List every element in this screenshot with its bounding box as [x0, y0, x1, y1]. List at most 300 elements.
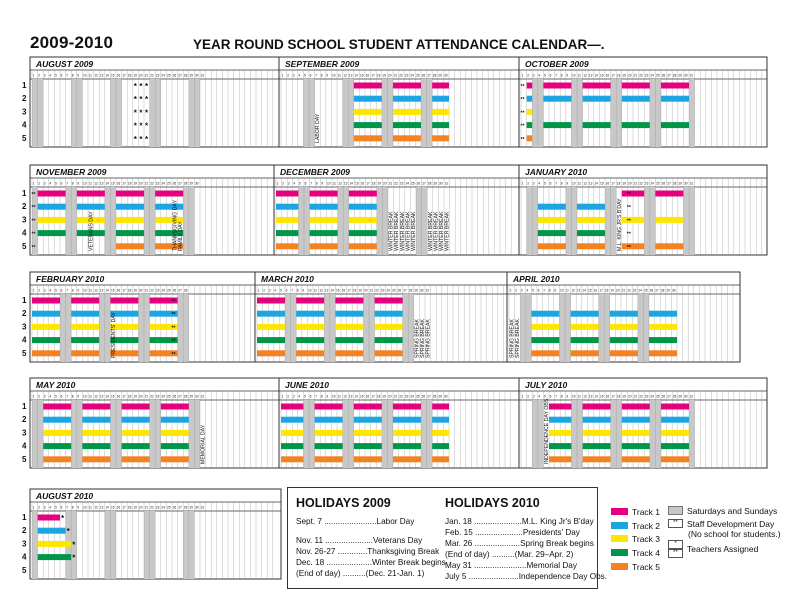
day-number: 13	[99, 394, 104, 399]
day-number: 4	[298, 73, 301, 78]
day-number: 17	[611, 181, 615, 186]
day-number: 11	[337, 394, 341, 399]
day-number: 24	[410, 394, 414, 399]
day-number: 29	[438, 73, 442, 78]
track-bar	[531, 311, 559, 317]
track-bar	[310, 230, 338, 236]
day-number: 2	[287, 73, 289, 78]
track-bar	[296, 311, 324, 317]
day-number: 31	[200, 73, 205, 78]
day-number: 30	[684, 394, 688, 399]
day-number: 20	[388, 73, 392, 78]
day-number: 21	[144, 288, 149, 293]
day-number: 6	[309, 73, 312, 78]
day-number: 7	[315, 394, 317, 399]
track-bar	[354, 135, 382, 141]
track-bar	[622, 217, 644, 223]
track-bar	[393, 135, 421, 141]
day-number: 26	[416, 181, 421, 186]
track-bar	[161, 430, 189, 436]
day-number: 25	[656, 394, 660, 399]
track-bar	[310, 191, 338, 197]
calendar-title: YEAR ROUND SCHOOL STUDENT ATTENDANCE CALENDAR—.	[193, 37, 605, 52]
day-number: 8	[320, 394, 323, 399]
day-number: 21	[393, 73, 398, 78]
day-number: 9	[321, 181, 324, 186]
teacher-star: *	[133, 134, 137, 144]
track-bar	[116, 230, 144, 236]
day-number: 27	[667, 394, 671, 399]
staff-dev-mark: **	[31, 231, 36, 238]
day-number: 7	[66, 288, 68, 293]
track-bar	[335, 350, 363, 356]
track-number: 3	[22, 107, 27, 117]
teacher-star: *	[145, 108, 149, 118]
track-number: 1	[22, 296, 27, 305]
day-number: 7	[315, 73, 317, 78]
day-number: 29	[678, 181, 682, 186]
track-bar	[622, 191, 644, 197]
weekend-column	[571, 400, 577, 468]
track-bar	[296, 298, 324, 304]
holiday-name: Thanksgiving Break	[367, 547, 440, 556]
day-number: 4	[274, 288, 277, 293]
day-number: 2	[282, 181, 284, 186]
legend-staff-dev: Staff Development Day	[687, 519, 775, 529]
day-number: 19	[622, 181, 626, 186]
day-number: 3	[287, 181, 290, 186]
day-number: 22	[399, 394, 403, 399]
day-number: 5	[304, 73, 306, 78]
spring-break-label: SPRING BREAK	[509, 319, 516, 358]
track-bar	[281, 430, 303, 436]
day-number: 27	[178, 394, 182, 399]
track-bar	[38, 541, 72, 547]
day-number: 15	[111, 505, 115, 510]
day-number: 6	[60, 73, 63, 78]
staff-dev-mark: **	[626, 244, 631, 251]
day-number: 25	[167, 505, 171, 510]
day-number: 7	[66, 505, 68, 510]
day-number: 28	[672, 394, 677, 399]
weekend-column	[38, 79, 44, 147]
day-number: 14	[105, 394, 109, 399]
track-bar	[315, 430, 343, 436]
track-bar	[38, 515, 60, 521]
teacher-star: *	[139, 95, 143, 105]
weekend-column	[538, 79, 544, 147]
weekend-column	[427, 79, 433, 147]
day-number: 22	[394, 181, 398, 186]
day-number: 13	[588, 73, 593, 78]
holiday-date: Feb. 15 .....................	[445, 528, 523, 537]
track-number: 5	[22, 348, 27, 358]
day-number: 31	[200, 394, 205, 399]
weekend-column	[422, 187, 428, 255]
day-number: 22	[639, 73, 643, 78]
day-number: 2	[527, 73, 529, 78]
day-number: 15	[600, 73, 604, 78]
weekend-column	[343, 79, 349, 147]
track-bar	[32, 311, 60, 317]
track-bar	[531, 337, 559, 343]
day-number: 30	[672, 288, 676, 293]
track-bar	[649, 311, 677, 317]
track-bar	[122, 417, 150, 423]
track-bar	[393, 122, 421, 128]
teacher-star: *	[145, 134, 149, 144]
family-day-label: FAMILY DAY	[178, 221, 185, 251]
day-number: 22	[150, 394, 154, 399]
weekend-column	[150, 400, 156, 468]
day-number: 24	[386, 288, 390, 293]
day-number: 29	[433, 181, 437, 186]
day-number: 19	[622, 73, 626, 78]
track-bar	[276, 217, 298, 223]
month-name: DECEMBER 2009	[280, 167, 350, 177]
day-number: 26	[649, 288, 654, 293]
presidents-day-label: PRESIDENTS' DAY	[111, 312, 117, 358]
track-bar	[610, 350, 638, 356]
day-number: 22	[639, 181, 643, 186]
day-number: 26	[661, 73, 666, 78]
day-number: 5	[544, 394, 546, 399]
track-bar	[116, 217, 144, 223]
day-number: 3	[43, 181, 46, 186]
day-number: 2	[287, 394, 289, 399]
weekend-column	[643, 294, 649, 362]
track-bar	[276, 243, 298, 249]
weekend-column	[387, 79, 393, 147]
day-number: 30	[439, 181, 443, 186]
day-number: 18	[616, 73, 621, 78]
track-number: 3	[22, 322, 27, 332]
day-number: 11	[332, 181, 336, 186]
day-number: 28	[672, 73, 677, 78]
weekend-column	[638, 294, 644, 362]
day-number: 8	[560, 181, 563, 186]
weekend-column	[189, 187, 195, 255]
staff-dev-mark: **	[171, 351, 176, 358]
weekend-column	[66, 294, 72, 362]
track-bar	[82, 430, 110, 436]
day-number: 21	[633, 73, 638, 78]
track-bar	[527, 122, 533, 128]
day-number: 5	[55, 505, 57, 510]
day-number: 12	[583, 394, 587, 399]
day-number: 7	[66, 73, 68, 78]
legend-staff-dev-note: (No school for students.)	[688, 529, 781, 539]
weekend-column	[571, 79, 577, 147]
track-bar	[155, 204, 183, 210]
staff-dev-mark: **	[626, 218, 631, 225]
day-number: 24	[638, 288, 642, 293]
weekend-column	[32, 79, 38, 147]
track-number: 1	[22, 402, 27, 411]
track-bar	[432, 443, 449, 449]
day-number: 23	[644, 394, 649, 399]
holiday-row	[445, 527, 580, 538]
day-number: 21	[144, 394, 149, 399]
day-number: 3	[532, 181, 535, 186]
day-number: 9	[77, 181, 80, 186]
day-number: 17	[611, 394, 615, 399]
track-bar	[349, 243, 377, 249]
day-number: 15	[111, 394, 115, 399]
weekend-column	[650, 187, 656, 255]
day-number: 4	[538, 181, 541, 186]
staff-dev-mark: **	[171, 312, 176, 319]
day-number: 13	[99, 181, 104, 186]
day-number: 25	[644, 288, 648, 293]
day-number: 25	[167, 394, 171, 399]
track-bar	[571, 324, 599, 330]
day-number: 28	[183, 288, 188, 293]
day-number: 15	[600, 181, 604, 186]
track-bar	[32, 337, 60, 343]
day-number: 20	[139, 73, 143, 78]
day-number: 15	[336, 288, 340, 293]
day-number: 5	[304, 394, 306, 399]
day-number: 16	[605, 73, 610, 78]
track-bar	[315, 443, 343, 449]
track-bar	[661, 417, 689, 423]
day-number: 5	[55, 181, 57, 186]
day-number: 1	[32, 394, 35, 399]
track-bar	[622, 430, 650, 436]
day-number: 13	[348, 73, 353, 78]
weekend-column	[71, 187, 77, 255]
track-bar	[310, 204, 338, 210]
day-number: 14	[594, 73, 598, 78]
weekend-column	[421, 400, 427, 468]
track-bar	[661, 83, 689, 89]
teacher-star: *	[66, 527, 70, 537]
day-number: 5	[544, 73, 546, 78]
day-number: 20	[139, 181, 143, 186]
holiday-row	[296, 535, 422, 546]
day-number: 4	[49, 288, 52, 293]
staff-dev-mark: **	[31, 218, 36, 225]
track-bar	[538, 243, 566, 249]
day-number: 10	[83, 73, 87, 78]
track-bar	[116, 191, 144, 197]
track-bar	[538, 204, 566, 210]
staff-dev-mark: **	[520, 84, 525, 90]
track-bar	[122, 404, 150, 410]
staff-dev-mark: **	[520, 97, 525, 104]
track-bar	[649, 337, 677, 343]
month-name: JULY 2010	[525, 380, 568, 390]
holiday-row	[445, 516, 594, 527]
day-number: 21	[633, 394, 638, 399]
track-bar	[622, 96, 650, 102]
labor-day-label: LABOR DAY	[315, 113, 322, 143]
day-number: 10	[83, 394, 87, 399]
day-number: 4	[526, 288, 529, 293]
track-bar	[71, 298, 99, 304]
day-number: 19	[610, 288, 614, 293]
day-number: 12	[583, 73, 587, 78]
day-number: 20	[139, 505, 143, 510]
track-bar	[622, 243, 644, 249]
day-number: 12	[343, 394, 347, 399]
track-bar	[354, 83, 382, 89]
day-number: 15	[360, 73, 364, 78]
day-number: 19	[133, 394, 137, 399]
teacher-star: *	[133, 95, 137, 105]
legend-teachers: Teachers Assigned	[687, 544, 759, 554]
weekend-column	[32, 511, 38, 579]
day-number: 16	[116, 73, 121, 78]
day-number: 4	[538, 394, 541, 399]
day-number: 24	[161, 73, 165, 78]
day-number: 25	[392, 288, 396, 293]
weekend-column	[110, 79, 116, 147]
weekend-column	[611, 400, 617, 468]
track-bar	[315, 417, 343, 423]
day-number: 8	[296, 288, 299, 293]
mlk-day-label: M.L. KING JR'S B'DAY	[616, 198, 623, 251]
legend-track1: Track 1	[632, 507, 661, 517]
day-number: 26	[397, 288, 402, 293]
day-number: 19	[382, 73, 386, 78]
staff-dev-swatch: **	[668, 519, 683, 528]
day-number: 16	[116, 181, 121, 186]
weekend-column	[291, 294, 297, 362]
track-number: 4	[22, 335, 27, 345]
day-number: 25	[656, 181, 660, 186]
day-number: 2	[527, 394, 529, 399]
day-number: 6	[549, 181, 552, 186]
day-number: 26	[172, 505, 177, 510]
weekend-column	[611, 187, 617, 255]
track-bar	[161, 443, 189, 449]
weekend-column	[150, 79, 156, 147]
track-bar	[161, 404, 189, 410]
track-bar	[281, 417, 303, 423]
weekend-column	[689, 400, 695, 468]
day-number: 6	[60, 181, 63, 186]
day-number: 11	[313, 288, 317, 293]
day-number: 28	[660, 288, 665, 293]
weekend-column	[532, 79, 538, 147]
track-bar	[393, 109, 421, 115]
track-bar	[622, 404, 650, 410]
track-bar	[622, 456, 650, 462]
day-number: 28	[183, 73, 188, 78]
day-number: 30	[195, 181, 199, 186]
winter-break-label: WINTER BREAK	[394, 211, 401, 251]
day-number: 22	[150, 505, 154, 510]
holiday-date: Sept. 7 .......................	[296, 517, 377, 526]
day-number: 11	[565, 288, 569, 293]
day-number: 17	[366, 181, 370, 186]
day-number: 18	[127, 394, 132, 399]
day-number: 13	[588, 181, 593, 186]
day-number: 31	[200, 505, 205, 510]
day-number: 4	[49, 73, 52, 78]
weekend-column	[66, 187, 72, 255]
holiday-date: (End of day) ..........	[445, 550, 515, 559]
day-number: 9	[77, 394, 80, 399]
day-number: 1	[509, 288, 512, 293]
day-number: 17	[122, 288, 126, 293]
track-bar	[38, 230, 66, 236]
winter-break-label: WINTER BREAK	[444, 211, 451, 251]
holiday-row	[445, 549, 573, 560]
track-bar	[122, 443, 150, 449]
track-bar	[583, 404, 611, 410]
holiday-row	[445, 538, 594, 549]
teacher-star: *	[139, 134, 143, 144]
day-number: 8	[71, 505, 74, 510]
weekend-column	[559, 294, 565, 362]
teacher-swatch-a: *	[668, 540, 683, 549]
day-number: 8	[560, 394, 563, 399]
track-number: 2	[22, 309, 27, 319]
track-bar	[43, 443, 71, 449]
track-bar	[661, 122, 689, 128]
track-bar	[296, 337, 324, 343]
day-number: 22	[399, 73, 403, 78]
day-number: 1	[32, 288, 35, 293]
day-number: 5	[55, 288, 57, 293]
weekend-column	[387, 400, 393, 468]
track-bar	[375, 324, 403, 330]
spring-break-label: SPRING BREAK	[515, 319, 522, 358]
day-number: 29	[678, 394, 682, 399]
staff-dev-mark: **	[31, 192, 36, 198]
day-number: 13	[324, 288, 329, 293]
day-number: 1	[521, 181, 524, 186]
day-number: 31	[444, 181, 449, 186]
day-number: 1	[32, 73, 35, 78]
staff-dev-mark: **	[31, 244, 36, 251]
day-number: 23	[644, 181, 649, 186]
track-bar	[375, 350, 403, 356]
winter-break-label: WINTER BREAK	[439, 211, 445, 251]
track-bar	[375, 298, 403, 304]
track-bar	[161, 456, 189, 462]
day-number: 9	[77, 73, 80, 78]
track-bar	[354, 443, 382, 449]
month-row-frame	[30, 272, 740, 362]
day-number: 4	[49, 394, 52, 399]
day-number: 18	[371, 181, 376, 186]
track-bar	[354, 430, 382, 436]
weekend-column	[330, 294, 336, 362]
teacher-star: *	[145, 82, 149, 91]
day-number: 18	[352, 288, 357, 293]
track-number: 4	[22, 441, 27, 451]
track-bar	[649, 350, 677, 356]
day-number: 16	[605, 394, 610, 399]
day-number: 10	[332, 73, 336, 78]
day-number: 28	[183, 394, 188, 399]
day-number: 30	[444, 73, 448, 78]
track-bar	[43, 404, 71, 410]
track-bar	[349, 204, 377, 210]
weekend-column	[408, 294, 414, 362]
day-number: 18	[376, 73, 381, 78]
day-number: 20	[616, 288, 620, 293]
weekend-column	[150, 187, 156, 255]
day-number: 1	[257, 288, 260, 293]
track-bar	[375, 337, 403, 343]
holiday-date: Dec. 18 ....................	[296, 558, 372, 567]
day-number: 23	[380, 288, 385, 293]
